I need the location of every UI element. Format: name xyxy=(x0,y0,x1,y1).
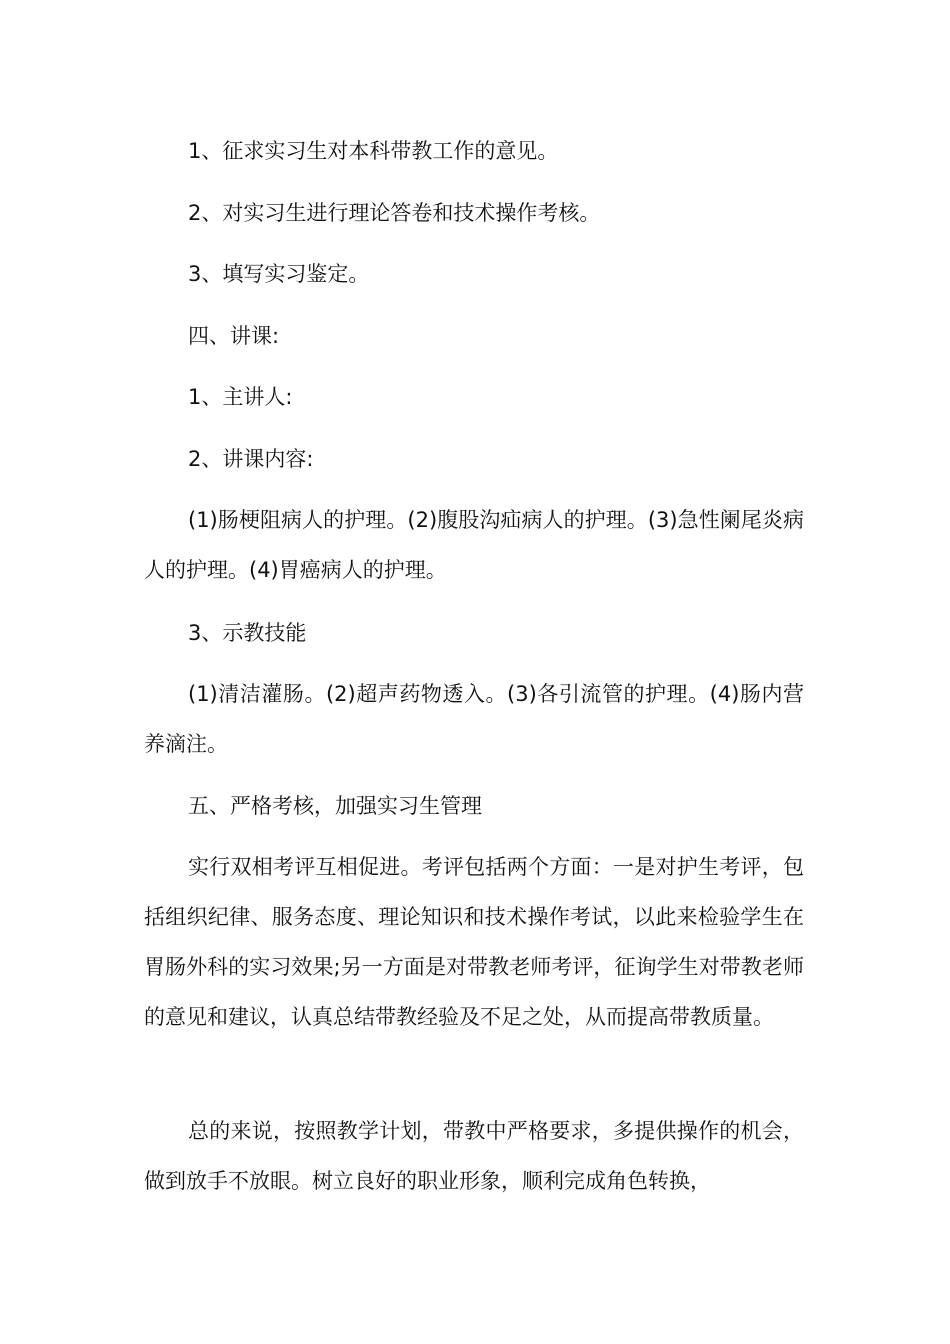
paragraph-item-speaker: 1、主讲人: xyxy=(188,385,293,409)
paragraph-item-1: 1、征求实习生对本科带教工作的意见。 xyxy=(188,139,559,163)
paragraph-lecture-topics: (1)肠梗阻病人的护理。(2)腹股沟疝病人的护理。(3)急性阑尾炎病人的护理。(4)胃癌病人的护理。 xyxy=(144,508,804,582)
paragraph-item-skills: 3、示教技能 xyxy=(188,621,307,645)
section-heading-4: 四、讲课: xyxy=(188,324,280,348)
paragraph-summary: 总的来说，按照教学计划，带教中严格要求，多提供操作的机会，做到放手不放眼。树立良好的职业形象，顺利完成角色转换， xyxy=(144,1119,804,1193)
paragraph-skill-list: (1)清洁灌肠。(2)超声药物透入。(3)各引流管的护理。(4)肠内营养滴注。 xyxy=(144,682,804,756)
paragraph-item-2: 2、对实习生进行理论答卷和技术操作考核。 xyxy=(188,201,601,225)
paragraph-item-3: 3、填写实习鉴定。 xyxy=(188,262,370,286)
paragraph-item-content: 2、讲课内容: xyxy=(188,447,314,471)
paragraph-evaluation: 实行双相考评互相促进。考评包括两个方面：一是对护生考评，包括组织纪律、服务态度、理论知识和技术操作考试，以此来检验学生在胃肠外科的实习效果;另一方面是对带教老师考评，征询学生对带教老师的意见和建议，认真总结带教经验及不足之处，从而提高带教质量。 xyxy=(144,855,804,1029)
section-heading-5: 五、严格考核，加强实习生管理 xyxy=(188,794,482,818)
